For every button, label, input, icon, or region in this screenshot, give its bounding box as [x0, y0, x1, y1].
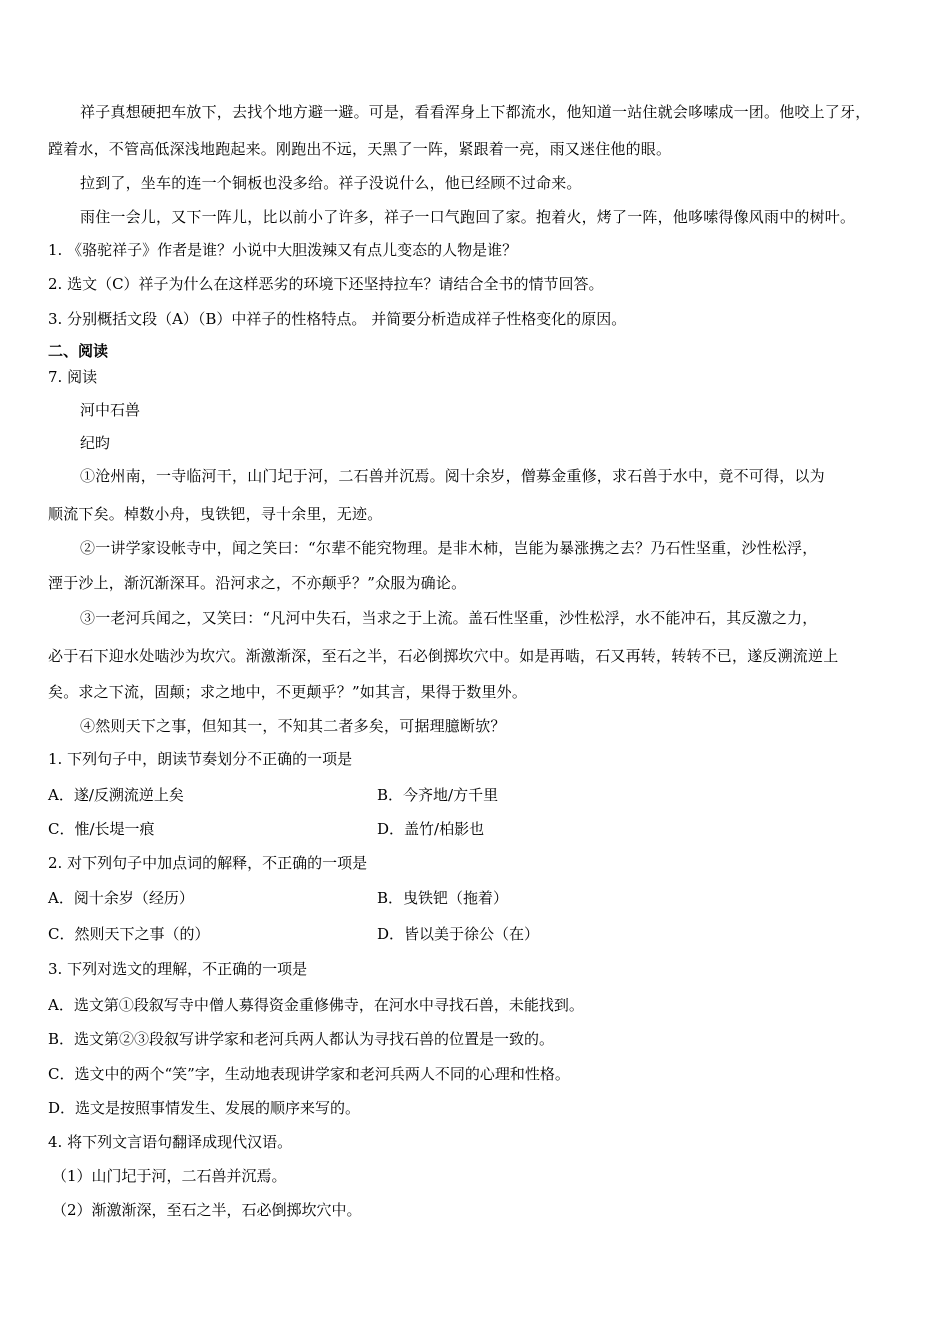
- q3-option-c: C．选文中的两个“笑”字，生动地表现讲学家和老河兵两人不同的心理和性格。: [48, 1065, 570, 1083]
- question-1-author: 1. 《骆驼祥子》作者是谁？小说中大胆泼辣又有点儿变态的人物是谁？: [48, 241, 518, 259]
- q3-stem: 3. 下列对选文的理解，不正确的一项是: [48, 960, 308, 978]
- q4-sentence-1: （1）山门圮于河，二石兽并沉焉。: [52, 1167, 287, 1185]
- q1-option-c: C．惟/长堤一痕: [48, 820, 155, 838]
- passage-c-paragraph-2: 拉到了，坐车的连一个铜板也没多给。祥子没说什么，他已经顾不过命来。: [80, 174, 582, 192]
- q2-option-b: B．曳铁钯（拖着）: [377, 889, 509, 907]
- q4-stem: 4. 将下列文言语句翻译成现代汉语。: [48, 1133, 293, 1151]
- question-2-persistence: 2. 选文（C）祥子为什么在这样恶劣的环境下还坚持拉车？请结合全书的情节回答。: [48, 275, 604, 293]
- q2-option-c: C．然则天下之事（的）: [48, 925, 210, 943]
- article-paragraph-1-line-1: ①沧州南，一寺临河干，山门圮于河，二石兽并沉焉。阅十余岁，僧募金重修，求石兽于水中，竟不可得，以为: [80, 467, 825, 485]
- article-paragraph-2-line-1: ②一讲学家设帐寺中，闻之笑曰：“尔辈不能究物理。是非木柿，岂能为暴涨携之去？乃石性坚重，沙性松浮，: [80, 539, 818, 557]
- q1-option-b: B．今齐地/方千里: [377, 786, 499, 804]
- question-7-label: 7. 阅读: [48, 368, 98, 386]
- passage-c-paragraph-1-line-2: 蹚着水，不管高低深浅地跑起来。刚跑出不远，天黑了一阵，紧跟着一亮，雨又迷住他的眼。: [48, 140, 672, 158]
- passage-c-paragraph-1-line-1: 祥子真想硬把车放下，去找个地方避一避。可是，看看浑身上下都流水，他知道一站住就会哆嗦成一团。他咬上了牙，: [80, 103, 871, 121]
- article-paragraph-3-line-2: 必于石下迎水处啮沙为坎穴。渐激渐深，至石之半，石必倒掷坎穴中。如是再啮，石又再转，转转不已，遂反溯流逆上: [48, 647, 839, 665]
- article-paragraph-2-line-2: 湮于沙上，渐沉渐深耳。沿河求之，不亦颠乎？”众服为确论。: [48, 574, 467, 592]
- q3-option-a: A．选文第①段叙写寺中僧人募得资金重修佛寺，在河水中寻找石兽，未能找到。: [48, 996, 584, 1014]
- article-title: 河中石兽: [80, 401, 141, 419]
- q4-sentence-2: （2）渐激渐深，至石之半，石必倒掷坎穴中。: [52, 1201, 362, 1219]
- q2-stem: 2. 对下列句子中加点词的解释，不正确的一项是: [48, 854, 368, 872]
- article-paragraph-4: ④然则天下之事，但知其一，不知其二者多矣，可据理臆断欤？: [80, 717, 506, 735]
- article-author: 纪昀: [80, 434, 111, 452]
- article-paragraph-3-line-3: 矣。求之下流，固颠；求之地中，不更颠乎？”如其言，果得于数里外。: [48, 683, 528, 701]
- q1-stem: 1. 下列句子中，朗读节奏划分不正确的一项是: [48, 750, 353, 768]
- passage-c-paragraph-3: 雨住一会儿，又下一阵儿，比以前小了许多，祥子一口气跑回了家。抱着火，烤了一阵，他哆嗦得像风雨中的树叶。: [80, 208, 856, 226]
- section-2-heading: 二、阅读: [48, 342, 109, 360]
- q3-option-d: D．选文是按照事情发生、发展的顺序来写的。: [48, 1099, 361, 1117]
- article-paragraph-3-line-1: ③一老河兵闻之，又笑曰：“凡河中失石，当求之于上流。盖石性坚重，沙性松浮，水不能冲石，其反激之力，: [80, 609, 818, 627]
- q1-option-d: D．盖竹/柏影也: [377, 820, 485, 838]
- q2-option-d: D．皆以美于徐公（在）: [377, 925, 540, 943]
- q3-option-b: B．选文第②③段叙写讲学家和老河兵两人都认为寻找石兽的位置是一致的。: [48, 1030, 555, 1048]
- article-paragraph-1-line-2: 顺流下矣。棹数小舟，曳铁钯，寻十余里，无迹。: [48, 505, 383, 523]
- question-3-character: 3. 分别概括文段（A）（B）中祥子的性格特点。 并简要分析造成祥子性格变化的原因。: [48, 310, 627, 328]
- q2-option-a: A．阅十余岁（经历）: [48, 889, 194, 907]
- q1-option-a: A．遂/反溯流逆上矣: [48, 786, 184, 804]
